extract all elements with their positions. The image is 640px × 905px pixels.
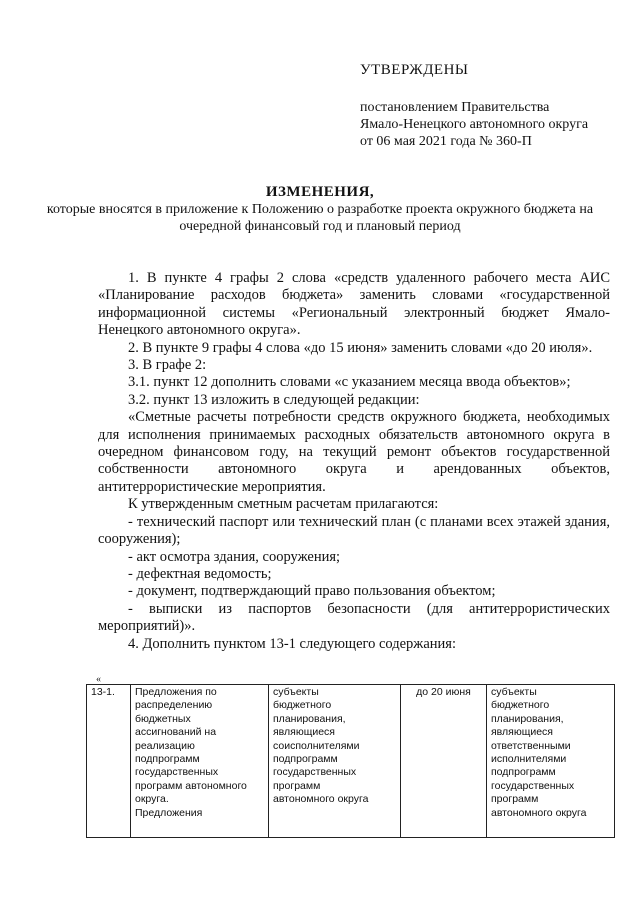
cell-line: ответственными <box>491 739 571 752</box>
table-cell-description <box>131 685 269 838</box>
cell-line: бюджетных <box>135 712 191 725</box>
paragraph: 1. В пункте 4 графы 2 слова «средств удаленного рабочего места АИС «Планирование расходов бюджета» заменить словами «государственной информационной системы «Региональный электронный бюджет Ямало-Ненецкого автономного округа». <box>98 270 610 339</box>
approval-line: от 06 мая 2021 года № 360-П <box>360 134 532 149</box>
paragraph: 2. В пункте 9 графы 4 слова «до 15 июня» заменить словами «до 20 июля». <box>128 339 593 356</box>
table-cell-responsible <box>269 685 401 838</box>
paragraph: 3. В графе 2: <box>128 357 207 374</box>
list-item: - дефектная ведомость; <box>128 565 272 582</box>
paragraph: К утвержденным сметным расчетам прилагаются: <box>128 496 439 513</box>
cell-line: бюджетного <box>491 699 550 712</box>
paragraph: 4. Дополнить пунктом 13-1 следующего содержания: <box>128 635 456 652</box>
cell-line: государственных <box>491 779 575 792</box>
cell-line: подпрограмм <box>135 753 200 766</box>
approval-line: постановлением Правительства <box>360 100 550 115</box>
cell-line: Предложения <box>135 806 203 819</box>
cell-line: программ <box>273 779 321 792</box>
cell-line: планирования, <box>273 712 346 725</box>
title-subtitle: которые вносятся в приложение к Положению о разработке проекта окружного бюджета на очередной финансовый год и плановый период <box>46 202 594 234</box>
cell-line: планирования, <box>491 712 564 725</box>
approval-block <box>360 62 620 150</box>
quote-open-mark: « <box>96 674 101 685</box>
table-row <box>87 685 615 838</box>
cell-line: исполнителями <box>491 753 567 766</box>
cell-line: субъекты <box>273 686 319 698</box>
table-cell-number: 13-1. <box>87 685 131 838</box>
cell-line: подпрограмм <box>273 753 338 766</box>
cell-line: Предложения по <box>135 686 217 698</box>
cell-line: являющиеся <box>273 726 335 739</box>
cell-line: субъекты <box>491 686 537 698</box>
document-title <box>40 184 600 235</box>
title-main: ИЗМЕНЕНИЯ, <box>265 184 375 200</box>
approval-line: Ямало-Ненецкого автономного округа <box>360 117 589 132</box>
cell-line: соисполнителями <box>273 739 360 752</box>
cell-line: округа. <box>135 793 169 806</box>
cell-line: подпрограмм <box>491 766 556 779</box>
cell-line: автономного округа <box>273 793 369 806</box>
amendment-table <box>86 684 615 838</box>
cell-line: государственных <box>135 766 219 779</box>
list-item: - технический паспорт или технический план (с планами всех этажей здания, сооружения); <box>98 513 610 548</box>
list-item: - акт осмотра здания, сооружения; <box>128 548 341 565</box>
paragraph: 3.1. пункт 12 дополнить словами «с указанием месяца ввода объектов»; <box>128 374 571 391</box>
paragraph: «Сметные расчеты потребности средств окружного бюджета, необходимых для исполнения принимаемых расходных обязательств автономного округа в очередном финансовом году, на текущий ремонт объектов государственной собственности автономного округа и арендованных объектов, антитеррористические мероприятия. <box>98 409 610 495</box>
cell-line: программ автономного <box>135 779 247 792</box>
cell-line: программ <box>491 793 539 806</box>
document-body <box>98 270 610 653</box>
approval-heading: УТВЕРЖДЕНЫ <box>360 62 469 78</box>
cell-line: государственных <box>273 766 357 779</box>
cell-line: ассигнований на <box>135 726 217 739</box>
table-cell-deadline: до 20 июня <box>401 685 487 838</box>
list-item: - документ, подтверждающий право пользования объектом; <box>128 583 496 600</box>
paragraph: 3.2. пункт 13 изложить в следующей редакции: <box>128 391 420 408</box>
cell-line: бюджетного <box>273 699 332 712</box>
table-cell-recipient <box>487 685 615 838</box>
list-item: - выписки из паспортов безопасности (для антитеррористических мероприятий)». <box>98 600 610 635</box>
cell-line: распределению <box>135 699 213 712</box>
cell-line: являющиеся <box>491 726 553 739</box>
cell-line: автономного округа <box>491 806 587 819</box>
cell-line: реализацию <box>135 739 195 752</box>
